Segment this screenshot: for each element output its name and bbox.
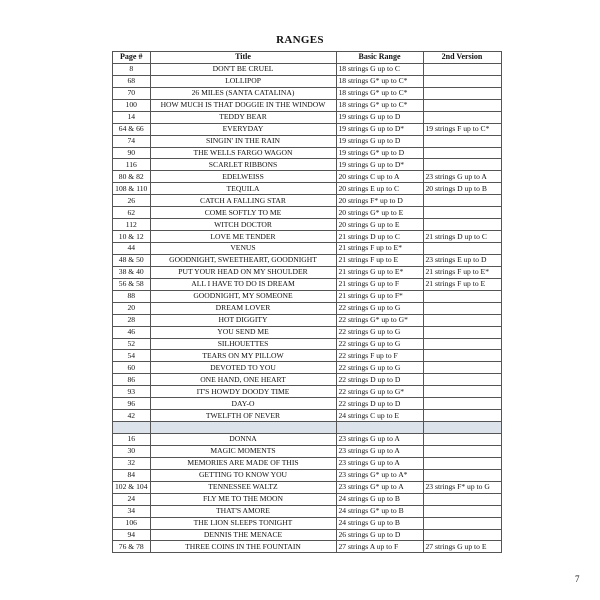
- cell-second: [423, 457, 501, 469]
- cell-title: COME SOFTLY TO ME: [150, 207, 336, 219]
- cell-second: [423, 469, 501, 481]
- cell-second: [423, 529, 501, 541]
- cell-basic: 20 strings G* up to E: [336, 207, 423, 219]
- cell-basic: 20 strings E up to C: [336, 183, 423, 195]
- cell-title: [150, 422, 336, 434]
- cell-title: VENUS: [150, 243, 336, 255]
- cell-second: 21 strings F up to E*: [423, 266, 501, 278]
- cell-basic: 19 strings G up to D: [336, 111, 423, 123]
- cell-basic: 21 strings F up to E: [336, 254, 423, 266]
- table-row: [113, 529, 502, 541]
- cell-second: [423, 111, 501, 123]
- table-row: [113, 254, 502, 266]
- ranges-table: [112, 51, 502, 553]
- header-basic-range: Basic Range: [336, 52, 423, 64]
- cell-title: THAT'S AMORE: [150, 505, 336, 517]
- cell-basic: 26 strings G up to D: [336, 529, 423, 541]
- table-header-row: [113, 52, 502, 64]
- cell-page: 16: [113, 434, 151, 446]
- cell-second: 27 strings G up to E: [423, 541, 501, 553]
- cell-second: [423, 75, 501, 87]
- cell-title: HOW MUCH IS THAT DOGGIE IN THE WINDOW: [150, 99, 336, 111]
- cell-basic: 18 strings G* up to C*: [336, 75, 423, 87]
- table-row: [113, 386, 502, 398]
- table-row: [113, 517, 502, 529]
- cell-page: 52: [113, 338, 151, 350]
- table-row: [113, 398, 502, 410]
- cell-second: [423, 434, 501, 446]
- cell-basic: 18 strings G* up to C*: [336, 87, 423, 99]
- cell-title: TENNESSEE WALTZ: [150, 481, 336, 493]
- cell-title: MAGIC MOMENTS: [150, 445, 336, 457]
- table-row: [113, 123, 502, 135]
- cell-basic: 22 strings D up to D: [336, 374, 423, 386]
- table-row: [113, 505, 502, 517]
- cell-second: [423, 290, 501, 302]
- table-row: [113, 111, 502, 123]
- cell-title: TEDDY BEAR: [150, 111, 336, 123]
- cell-title: TEQUILA: [150, 183, 336, 195]
- cell-second: [423, 135, 501, 147]
- cell-title: WITCH DOCTOR: [150, 219, 336, 231]
- cell-title: YOU SEND ME: [150, 326, 336, 338]
- header-title: Title: [150, 52, 336, 64]
- cell-title: SINGIN' IN THE RAIN: [150, 135, 336, 147]
- cell-title: DAY-O: [150, 398, 336, 410]
- cell-page: 48 & 50: [113, 254, 151, 266]
- cell-title: FLY ME TO THE MOON: [150, 493, 336, 505]
- cell-page: 54: [113, 350, 151, 362]
- cell-second: [423, 398, 501, 410]
- cell-page: 68: [113, 75, 151, 87]
- cell-page: 93: [113, 386, 151, 398]
- table-row: [113, 362, 502, 374]
- header-page-number: Page #: [113, 52, 151, 64]
- cell-basic: 22 strings G* up to G*: [336, 314, 423, 326]
- cell-title: ONE HAND, ONE HEART: [150, 374, 336, 386]
- cell-basic: 18 strings G up to C: [336, 63, 423, 75]
- cell-title: DONNA: [150, 434, 336, 446]
- cell-basic: 22 strings G up to G: [336, 362, 423, 374]
- cell-second: [423, 517, 501, 529]
- cell-basic: 19 strings G up to D*: [336, 159, 423, 171]
- cell-second: 21 strings D up to C: [423, 231, 501, 243]
- cell-second: [423, 338, 501, 350]
- cell-title: TWELFTH OF NEVER: [150, 410, 336, 422]
- cell-basic: 23 strings G* up to A*: [336, 469, 423, 481]
- cell-page: 62: [113, 207, 151, 219]
- cell-title: LOLLIPOP: [150, 75, 336, 87]
- cell-basic: 22 strings G up to G: [336, 338, 423, 350]
- table-body: [113, 63, 502, 552]
- cell-title: 26 MILES (SANTA CATALINA): [150, 87, 336, 99]
- cell-title: EDELWEISS: [150, 171, 336, 183]
- cell-basic: 22 strings G up to G*: [336, 386, 423, 398]
- cell-page: 88: [113, 290, 151, 302]
- cell-page: 8: [113, 63, 151, 75]
- table-row: [113, 410, 502, 422]
- cell-basic: 21 strings G up to F*: [336, 290, 423, 302]
- cell-page: 42: [113, 410, 151, 422]
- cell-page: 94: [113, 529, 151, 541]
- table-row: [113, 457, 502, 469]
- cell-page: 64 & 66: [113, 123, 151, 135]
- cell-second: [423, 350, 501, 362]
- cell-basic: 24 strings G up to B: [336, 517, 423, 529]
- cell-title: SILHOUETTES: [150, 338, 336, 350]
- cell-title: HOT DIGGITY: [150, 314, 336, 326]
- cell-page: 76 & 78: [113, 541, 151, 553]
- table-row: [113, 493, 502, 505]
- cell-page: 30: [113, 445, 151, 457]
- page-title: RANGES: [276, 34, 324, 46]
- table-row: [113, 75, 502, 87]
- cell-page: 46: [113, 326, 151, 338]
- cell-second: 20 strings D up to B: [423, 183, 501, 195]
- cell-basic: 18 strings G* up to C*: [336, 99, 423, 111]
- cell-second: [423, 87, 501, 99]
- cell-page: 38 & 40: [113, 266, 151, 278]
- cell-second: [423, 326, 501, 338]
- table-row: [113, 374, 502, 386]
- table-row: [113, 422, 502, 434]
- cell-second: 23 strings F* up to G: [423, 481, 501, 493]
- table-row: [113, 266, 502, 278]
- cell-second: [423, 243, 501, 255]
- cell-page: 100: [113, 99, 151, 111]
- cell-second: 21 strings F up to E: [423, 278, 501, 290]
- cell-page: 86: [113, 374, 151, 386]
- cell-basic: 22 strings G up to G: [336, 326, 423, 338]
- table-row: [113, 481, 502, 493]
- table-row: [113, 434, 502, 446]
- cell-second: [423, 362, 501, 374]
- table-row: [113, 290, 502, 302]
- cell-basic: 21 strings D up to C: [336, 231, 423, 243]
- cell-basic: 20 strings G up to E: [336, 219, 423, 231]
- table-row: [113, 231, 502, 243]
- cell-page: 90: [113, 147, 151, 159]
- cell-page: 112: [113, 219, 151, 231]
- cell-basic: 27 strings A up to F: [336, 541, 423, 553]
- cell-second: [423, 195, 501, 207]
- cell-second: [423, 505, 501, 517]
- cell-second: [423, 99, 501, 111]
- cell-basic: 23 strings G up to A: [336, 445, 423, 457]
- page-number: 7: [575, 574, 580, 584]
- table-row: [113, 445, 502, 457]
- table-row: [113, 207, 502, 219]
- table-row: [113, 350, 502, 362]
- table-row: [113, 314, 502, 326]
- cell-basic: 20 strings C up to A: [336, 171, 423, 183]
- cell-page: 24: [113, 493, 151, 505]
- cell-page: 96: [113, 398, 151, 410]
- table-row: [113, 541, 502, 553]
- table-row: [113, 278, 502, 290]
- cell-title: IT'S HOWDY DOODY TIME: [150, 386, 336, 398]
- cell-title: DENNIS THE MENACE: [150, 529, 336, 541]
- cell-basic: 20 strings F* up to D: [336, 195, 423, 207]
- table-row: [113, 63, 502, 75]
- cell-second: [423, 147, 501, 159]
- cell-basic: 24 strings G* up to B: [336, 505, 423, 517]
- cell-basic: 22 strings D up to D: [336, 398, 423, 410]
- cell-page: 10 & 12: [113, 231, 151, 243]
- cell-title: GOODNIGHT, MY SOMEONE: [150, 290, 336, 302]
- cell-page: 14: [113, 111, 151, 123]
- cell-second: [423, 207, 501, 219]
- cell-basic: 21 strings G up to E*: [336, 266, 423, 278]
- cell-page: 70: [113, 87, 151, 99]
- cell-second: [423, 314, 501, 326]
- cell-second: 23 strings G up to A: [423, 171, 501, 183]
- cell-second: [423, 493, 501, 505]
- cell-page: 44: [113, 243, 151, 255]
- cell-basic: 21 strings F up to E*: [336, 243, 423, 255]
- cell-title: ALL I HAVE TO DO IS DREAM: [150, 278, 336, 290]
- cell-page: 20: [113, 302, 151, 314]
- table-row: [113, 195, 502, 207]
- table-row: [113, 469, 502, 481]
- table-row: [113, 219, 502, 231]
- cell-page: 108 & 110: [113, 183, 151, 195]
- cell-basic: 23 strings G up to A: [336, 434, 423, 446]
- cell-page: 74: [113, 135, 151, 147]
- cell-basic: 19 strings G up to D*: [336, 123, 423, 135]
- cell-second: [423, 410, 501, 422]
- cell-page: [113, 422, 151, 434]
- cell-second: [423, 219, 501, 231]
- cell-basic: 23 strings G* up to A: [336, 481, 423, 493]
- cell-title: DEVOTED TO YOU: [150, 362, 336, 374]
- cell-title: LOVE ME TENDER: [150, 231, 336, 243]
- cell-basic: 23 strings G up to A: [336, 457, 423, 469]
- table-row: [113, 99, 502, 111]
- cell-second: [423, 445, 501, 457]
- cell-page: 34: [113, 505, 151, 517]
- cell-title: SCARLET RIBBONS: [150, 159, 336, 171]
- table-row: [113, 171, 502, 183]
- cell-title: DREAM LOVER: [150, 302, 336, 314]
- cell-page: 116: [113, 159, 151, 171]
- cell-page: 56 & 58: [113, 278, 151, 290]
- cell-title: THREE COINS IN THE FOUNTAIN: [150, 541, 336, 553]
- table-row: [113, 159, 502, 171]
- cell-title: EVERYDAY: [150, 123, 336, 135]
- cell-second: [423, 159, 501, 171]
- cell-title: GOODNIGHT, SWEETHEART, GOODNIGHT: [150, 254, 336, 266]
- cell-page: 106: [113, 517, 151, 529]
- cell-title: THE LION SLEEPS TONIGHT: [150, 517, 336, 529]
- cell-second: 23 strings E up to D: [423, 254, 501, 266]
- cell-page: 32: [113, 457, 151, 469]
- cell-title: DON'T BE CRUEL: [150, 63, 336, 75]
- cell-title: TEARS ON MY PILLOW: [150, 350, 336, 362]
- cell-page: 102 & 104: [113, 481, 151, 493]
- cell-page: 28: [113, 314, 151, 326]
- cell-page: 84: [113, 469, 151, 481]
- cell-title: CATCH A FALLING STAR: [150, 195, 336, 207]
- cell-title: THE WELLS FARGO WAGON: [150, 147, 336, 159]
- cell-basic: 24 strings C up to E: [336, 410, 423, 422]
- table-row: [113, 326, 502, 338]
- cell-page: 60: [113, 362, 151, 374]
- cell-page: 26: [113, 195, 151, 207]
- cell-basic: 24 strings G up to B: [336, 493, 423, 505]
- table-row: [113, 147, 502, 159]
- table-row: [113, 338, 502, 350]
- cell-second: [423, 302, 501, 314]
- table-row: [113, 243, 502, 255]
- table-row: [113, 135, 502, 147]
- header-second-version: 2nd Version: [423, 52, 501, 64]
- cell-basic: 22 strings F up to F: [336, 350, 423, 362]
- table-row: [113, 183, 502, 195]
- table-row: [113, 302, 502, 314]
- table-row: [113, 87, 502, 99]
- cell-title: PUT YOUR HEAD ON MY SHOULDER: [150, 266, 336, 278]
- cell-second: [423, 63, 501, 75]
- cell-title: GETTING TO KNOW YOU: [150, 469, 336, 481]
- cell-basic: 21 strings G up to F: [336, 278, 423, 290]
- cell-basic: 22 strings G up to G: [336, 302, 423, 314]
- cell-second: [423, 374, 501, 386]
- cell-basic: 19 strings G up to D: [336, 135, 423, 147]
- cell-page: 80 & 82: [113, 171, 151, 183]
- cell-basic: [336, 422, 423, 434]
- cell-second: [423, 422, 501, 434]
- cell-second: [423, 386, 501, 398]
- cell-basic: 19 strings G* up to D: [336, 147, 423, 159]
- cell-title: MEMORIES ARE MADE OF THIS: [150, 457, 336, 469]
- cell-second: 19 strings F up to C*: [423, 123, 501, 135]
